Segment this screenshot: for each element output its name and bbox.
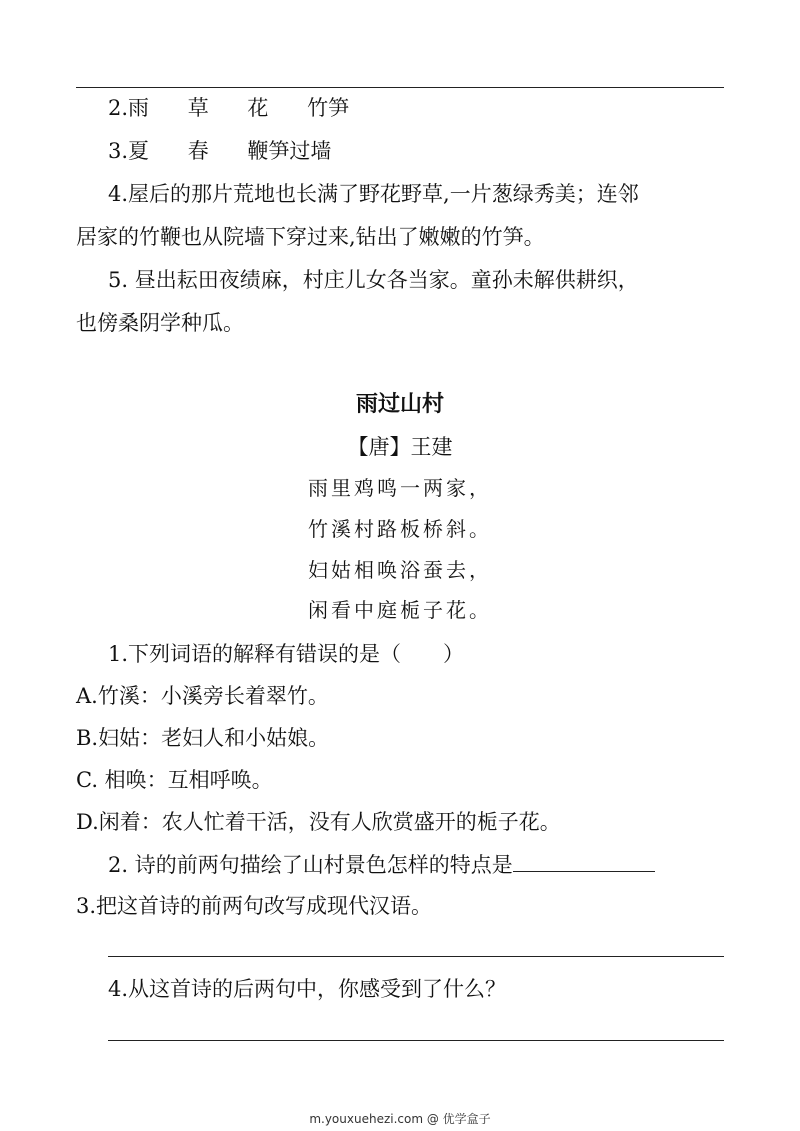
answer-line-4[interactable] [108,1040,724,1041]
answer-2 [108,93,724,123]
poem-line: 闲看中庭栀子花。 [308,598,492,622]
answer-3-part: 3.夏 [108,139,150,163]
top-rule [76,87,724,88]
footer-watermark: m.youxuehezi.com @ 优学盒子 [309,1112,491,1126]
question-2 [108,849,724,880]
poem-author: 【唐】王建 [347,435,453,459]
question-3: 3.把这首诗的前两句改写成现代汉语。 [76,894,433,918]
answer-4-line2: 居家的竹鞭也从院墙下穿过来,钻出了嫩嫩的竹笋。 [76,225,545,249]
answer-line-3[interactable] [108,956,724,957]
question-1: 1.下列词语的解释有错误的是（ ） [108,642,465,666]
answer-2-part: 2.雨 [108,96,150,120]
answer-5-line1: 5. 昼出耘田夜绩麻，村庄儿女各当家。童孙未解供耕织， [108,268,639,292]
question-4: 4.从这首诗的后两句中，你感受到了什么？ [108,977,507,1001]
question-2-text: 2. 诗的前两句描绘了山村景色怎样的特点是 [108,853,513,877]
poem-line: 竹溪村路板桥斜。 [308,517,492,541]
option-d: D.闲着：农人忙着干活，没有人欣赏盛开的栀子花。 [76,810,561,834]
option-a: A.竹溪：小溪旁长着翠竹。 [76,684,329,708]
option-b: B.妇姑：老妇人和小姑娘。 [76,726,330,750]
answer-3-part: 春 [187,139,209,163]
answer-blank-2[interactable] [513,849,655,872]
answer-3 [108,136,724,166]
answer-2-part: 花 [247,96,269,120]
option-c: C. 相唤：互相呼唤。 [76,768,273,792]
poem-line: 妇姑相唤浴蚕去， [308,558,492,582]
answer-2-part: 竹笋 [307,96,350,120]
poem-line: 雨里鸡鸣一两家， [308,476,492,500]
answer-5-line2: 也傍桑阴学种瓜。 [76,311,244,335]
poem-title: 雨过山村 [355,392,444,417]
answer-4-line1: 4.屋后的那片荒地也长满了野花野草,一片葱绿秀美；连邻 [108,182,639,206]
answer-2-part: 草 [187,96,209,120]
answer-3-part: 鞭笋过墙 [247,139,332,163]
